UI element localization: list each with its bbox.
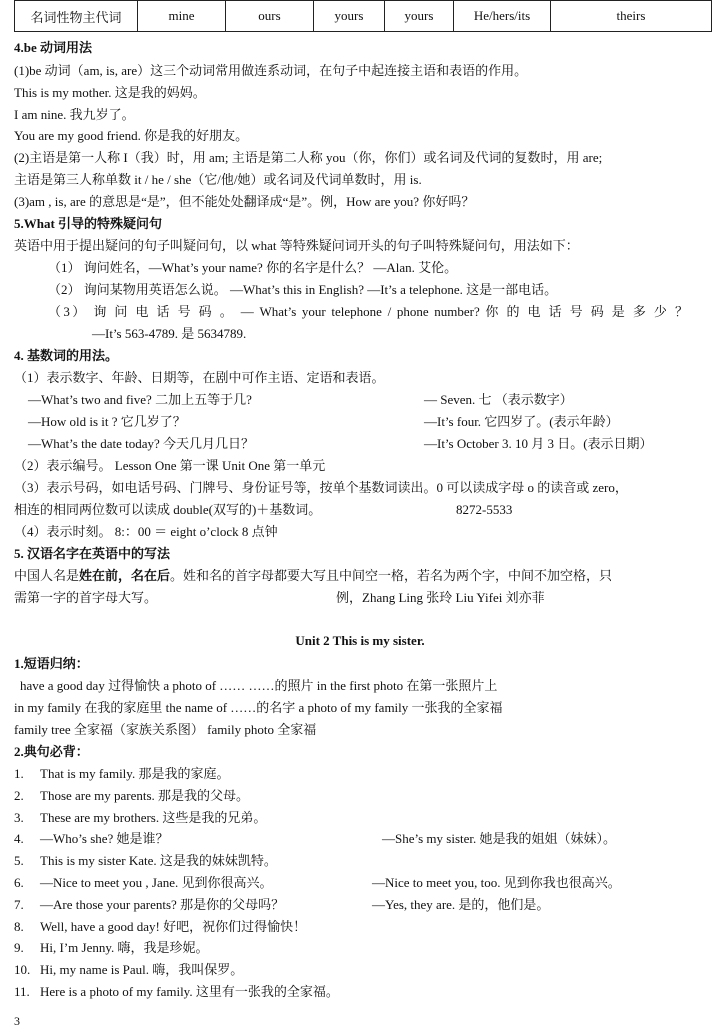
sentence-text: —Nice to meet you , Jane. 见到你很高兴。 (40, 875, 273, 890)
pronoun-table (14, 0, 712, 32)
text-line: （3）表示号码，如电话号码、门牌号、身份证号等，按单个基数词读出。0 可以读成字母 o 的读音或 zero， (14, 480, 628, 495)
sentence-number: 8. (14, 919, 24, 934)
text-line: （4）表示时刻。 8:：00 ＝ eight o’clock 8 点钟 (14, 524, 278, 539)
sentence-text: These are my brothers. 这些是我的兄弟。 (40, 810, 267, 825)
text-line: （1）表示数字、年龄、日期等，在剧中可作主语、定语和表语。 (14, 370, 385, 385)
section-heading: 5. 汉语名字在英语中的写法 (14, 546, 171, 561)
text-line: I am nine. 我九岁了。 (14, 107, 135, 122)
sentence-number: 11. (14, 984, 30, 999)
table-cell: ours (226, 1, 314, 32)
text-line: (2)主语是第一人称 I（我）时，用 am; 主语是第二人称 you（你，你们）或名词及代词的复数时，用 are; (14, 150, 603, 165)
text-line: —What’s the date today? 今天几月几日？ (28, 436, 255, 451)
sentence-text: This is my sister Kate. 这是我的妹妹凯特。 (40, 853, 277, 868)
text-line (14, 568, 612, 584)
text-line: —It’s four. 它四岁了。(表示年龄） (424, 414, 619, 429)
sentence-text: Well, have a good day! 好吧，祝你们过得愉快！ (40, 919, 307, 934)
list-item: （1） 询问姓名，—What’s your name? 你的名字是什么？ —Alan. 艾伦。 (48, 260, 458, 275)
sentence-number: 10. (14, 962, 31, 977)
phrase-line: family tree 全家福（家族关系图） family photo 全家福 (14, 722, 317, 737)
text-line: This is my mother. 这是我的妈妈。 (14, 85, 206, 100)
sentence-text: —Are those your parents? 那是你的父母吗？ (40, 897, 285, 912)
section-heading: 2.典句必背： (14, 744, 89, 759)
text-line: —How old is it ? 它几岁了？ (28, 414, 186, 429)
unit-title: Unit 2 This is my sister. (295, 633, 425, 648)
sentence-number: 5. (14, 853, 24, 868)
sentence-number: 3. (14, 810, 24, 825)
page-number: 3 (14, 1014, 20, 1028)
sentence-number: 9. (14, 940, 24, 955)
text-line: —What’s two and five? 二加上五等于几? (28, 392, 252, 407)
table-cell: theirs (551, 1, 712, 32)
text-line: 需第一字的首字母大写。 (14, 590, 158, 605)
sentence-text: —Who’s she? 她是谁？ (40, 831, 169, 846)
text-line: 例，Zhang Ling 张玲 Liu Yifei 刘亦菲 (336, 590, 545, 605)
list-item: —It’s 563-4789. 是 5634789. (92, 326, 247, 341)
sentence-response: —Nice to meet you, too. 见到你我也很高兴。 (372, 875, 621, 890)
text-line: 英语中用于提出疑问的句子叫疑问句，以 what 等特殊疑问词开头的句子叫特殊疑问句，用法如下： (14, 238, 579, 253)
sentence-response: —Yes, they are. 是的，他们是。 (372, 897, 550, 912)
section-heading: 5.What 引导的特殊疑问句 (14, 216, 163, 231)
text-line: You are my good friend. 你是我的好朋友。 (14, 128, 249, 143)
phrase-line: have a good day 过得愉快 a photo of …… ……的照片 in the first photo 在第一张照片上 (20, 678, 498, 693)
sentence-text: Hi, my name is Paul. 嗨，我叫保罗。 (40, 962, 244, 977)
table-row (15, 1, 712, 32)
sentence-number: 1. (14, 766, 24, 781)
list-item: （3） 询 问 电 话 号 码 。 — What’s your telephone / phone number? 你 的 电 话 号 码 是 多 少 ？ (48, 304, 688, 319)
list-item: （2） 询问某物用英语怎么说。 —What’s this in English? —It’s a telephone. 这是一部电话。 (48, 282, 558, 297)
sentence-number: 7. (14, 897, 24, 912)
text-span: 中国人名是 (14, 568, 80, 583)
table-cell: yours (314, 1, 385, 32)
section-heading: 4. 基数词的用法。 (14, 348, 119, 363)
sentence-text: Here is a photo of my family. 这里有一张我的全家福。 (40, 984, 339, 999)
text-span: 。姓和名的首字母都要大写且中间空一格，若名为两个字，中间不加空格，只 (170, 568, 613, 583)
sentence-number: 2. (14, 788, 24, 803)
phrase-line: in my family 在我的家庭里 the name of ……的名字 a photo of my family 一张我的全家福 (14, 700, 503, 715)
section-heading: 4.be 动词用法 (14, 40, 93, 55)
sentence-response: —She’s my sister. 她是我的姐姐（妹妹）。 (382, 831, 617, 846)
table-cell: yours (385, 1, 454, 32)
text-line: (1)be 动词（am, is, are）这三个动词常用做连系动词，在句子中起连接主语和表语的作用。 (14, 63, 528, 78)
text-line: 8272-5533 (456, 502, 513, 517)
sentence-number: 4. (14, 831, 24, 846)
table-cell: He/hers/its (454, 1, 551, 32)
table-cell: mine (138, 1, 226, 32)
sentence-text: That is my family. 那是我的家庭。 (40, 766, 230, 781)
text-line: — Seven. 七 （表示数字） (424, 392, 573, 407)
emphasis-text: 姓在前，名在后 (79, 568, 171, 583)
text-line: (3)am , is, are 的意思是“是”，但不能处处翻译成“是”。例，How are you? 你好吗？ (14, 194, 475, 209)
table-cell: 名词性物主代词 (15, 1, 138, 32)
text-line: （2）表示编号。 Lesson One 第一课 Unit One 第一单元 (14, 458, 326, 473)
sentence-number: 6. (14, 875, 24, 890)
text-line: 主语是第三人称单数 it / he / she（它/他/她）或名词及代词单数时，用 is. (14, 172, 422, 187)
sentence-text: Hi, I’m Jenny. 嗨，我是珍妮。 (40, 940, 209, 955)
sentence-text: Those are my parents. 那是我的父母。 (40, 788, 250, 803)
section-heading: 1.短语归纳： (14, 656, 89, 671)
text-line: —It’s October 3. 10 月 3 日。(表示日期） (424, 436, 653, 451)
text-line: 相连的相同两位数可以读成 double(双写的)＋基数词。 (14, 502, 322, 517)
